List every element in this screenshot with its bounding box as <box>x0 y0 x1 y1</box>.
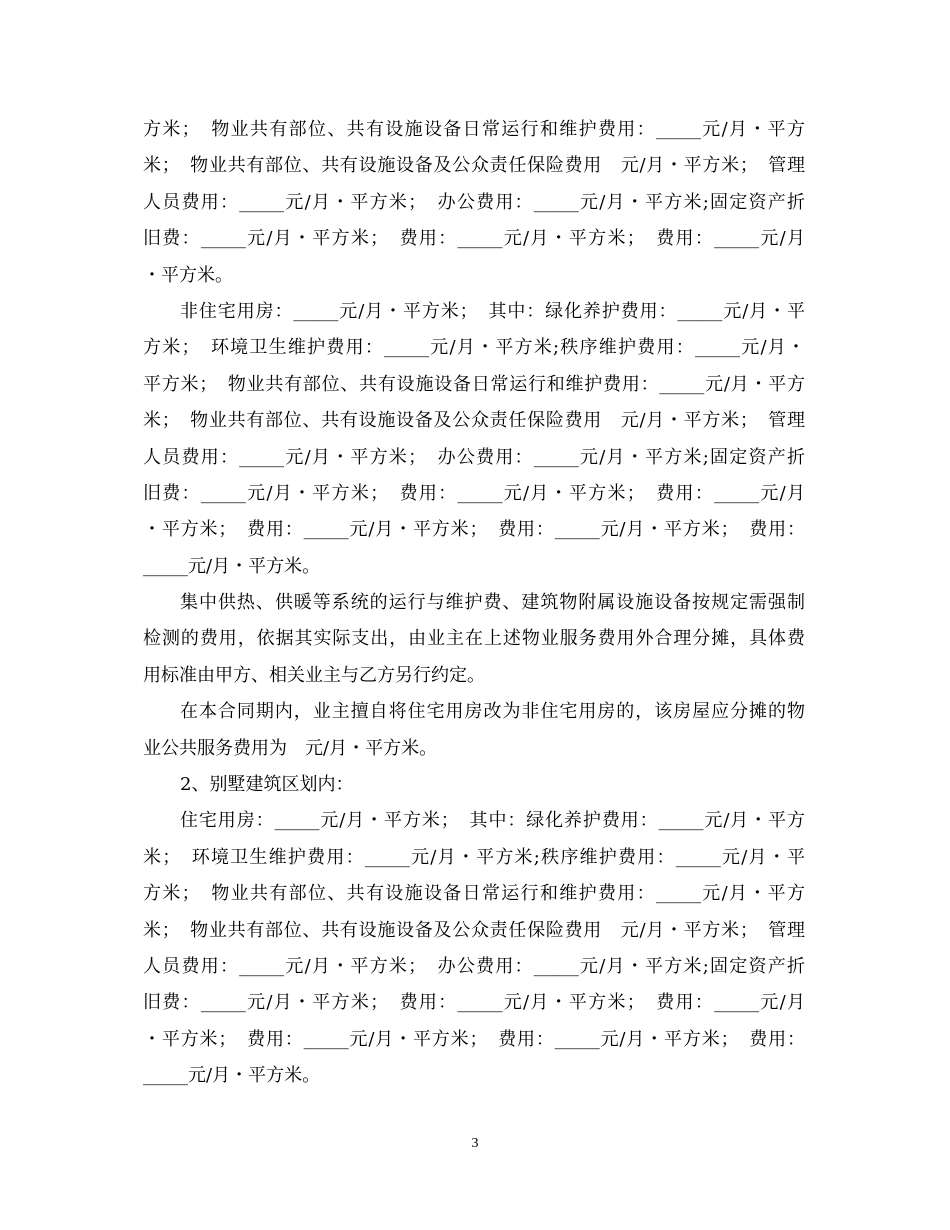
text-line: _____元/月・平方米。 <box>143 1065 321 1087</box>
page-number: 3 <box>471 1136 479 1151</box>
text-line: _____元/月・平方米。 <box>143 555 321 577</box>
text-line: 旧费：_____元/月・平方米； 费用：_____元/月・平方米； 费用：_____元/月 <box>143 228 805 250</box>
text-line: 米； 物业共有部位、共有设施设备及公众责任保险费用 元/月・平方米； 管理 <box>143 410 805 432</box>
paragraph-start-line: 集中供热、供暖等系统的运行与维护费、建筑物附属设施设备按规定需强制 <box>180 592 805 614</box>
text-line: 检测的费用，依据其实际支出，由业主在上述物业服务费用外合理分摊，具体费 <box>143 628 805 650</box>
paragraph-start-line: 非住宅用房：_____元/月・平方米； 其中：绿化养护费用：_____元/月・平 <box>180 300 805 322</box>
text-line: ・平方米； 费用：_____元/月・平方米； 费用：_____元/月・平方米； 费用： <box>143 519 805 541</box>
text-line: ・平方米。 <box>143 264 233 286</box>
text-line: 米； 环境卫生维护费用：_____元/月・平方米;秩序维护费用：_____元/月・平 <box>143 846 805 868</box>
document-body <box>143 112 805 1095</box>
text-line: 人员费用：_____元/月・平方米； 办公费用：_____元/月・平方米;固定资产折 <box>143 191 805 213</box>
text-line: ・平方米； 费用：_____元/月・平方米； 费用：_____元/月・平方米； 费用： <box>143 1028 805 1050</box>
text-line: 米； 物业共有部位、共有设施设备及公众责任保险费用 元/月・平方米； 管理 <box>143 919 805 941</box>
text-line: 人员费用：_____元/月・平方米； 办公费用：_____元/月・平方米;固定资产折 <box>143 955 805 977</box>
text-line: 人员费用：_____元/月・平方米； 办公费用：_____元/月・平方米;固定资产折 <box>143 446 805 468</box>
text-line: 方米； 物业共有部位、共有设施设备日常运行和维护费用：_____元/月・平方 <box>143 883 805 905</box>
paragraph-start-line: 住宅用房：_____元/月・平方米； 其中：绿化养护费用：_____元/月・平方 <box>180 810 805 832</box>
text-line: 旧费：_____元/月・平方米； 费用：_____元/月・平方米； 费用：_____元/月 <box>143 992 805 1014</box>
text-line: 平方米； 物业共有部位、共有设施设备日常运行和维护费用：_____元/月・平方 <box>143 373 805 395</box>
text-line: 米； 物业共有部位、共有设施设备及公众责任保险费用 元/月・平方米； 管理 <box>143 155 805 177</box>
section-heading: 2、别墅建筑区划内： <box>180 774 354 796</box>
text-line: 方米； 环境卫生维护费用：_____元/月・平方米;秩序维护费用：_____元/月・ <box>143 337 805 359</box>
text-line: 用标准由甲方、相关业主与乙方另行约定。 <box>143 664 485 686</box>
text-line: 业公共服务费用为 元/月・平方米。 <box>143 737 438 759</box>
text-line: 方米； 物业共有部位、共有设施设备日常运行和维护费用：_____元/月・平方 <box>143 119 805 140</box>
text-line: 旧费：_____元/月・平方米； 费用：_____元/月・平方米； 费用：_____元/月 <box>143 482 805 504</box>
paragraph-start-line: 在本合同期内，业主擅自将住宅用房改为非住宅用房的，该房屋应分摊的物 <box>180 701 805 723</box>
